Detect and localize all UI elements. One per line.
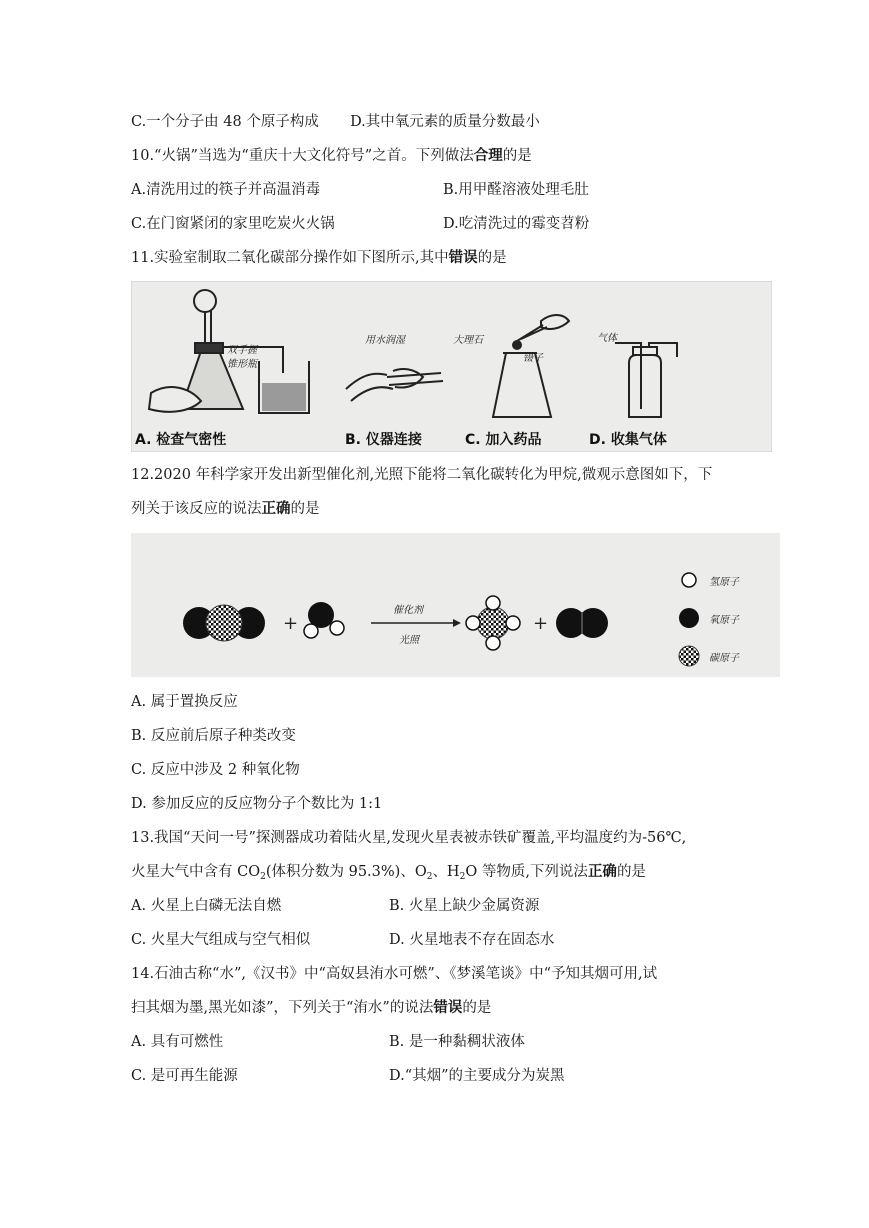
q13-option-c: C. 火星大气组成与空气相似 [131, 932, 311, 948]
q13-sub-3: 2 [459, 872, 466, 882]
q10-stem-end: 的是 [502, 148, 532, 164]
legend-hydrogen-label: 氢原子 [709, 577, 739, 588]
q11-stem-emphasis: 错误 [448, 250, 478, 266]
caption-d: D. 收集气体 [589, 432, 667, 448]
q14-stem-end: 的是 [462, 1000, 492, 1016]
q14-option-d: D.“其烟”的主要成分为炭黑 [389, 1068, 565, 1084]
q14-stem-emphasis: 错误 [433, 1000, 463, 1016]
label-hand-grip: 双手握 [227, 345, 257, 356]
q14-option-c: C. 是可再生能源 [131, 1068, 238, 1084]
q10-stem-text: 10.“火锅”当选为“重庆十大文化符号”之首。下列做法 [131, 148, 474, 164]
label-wet: 用水润湿 [365, 335, 405, 346]
q10-option-a: A.清洗用过的筷子并高温消毒 [131, 182, 321, 198]
q13-stem-end: 的是 [616, 864, 646, 880]
legend-oxygen-icon [679, 608, 699, 628]
q13-stem-line2 [131, 862, 646, 887]
q11-stem-text: 11.实验室制取二氧化碳部分操作如下图所示,其中 [131, 250, 449, 266]
q14-option-b: B. 是一种黏稠状液体 [389, 1034, 525, 1050]
q13-option-b: B. 火星上缺少金属资源 [389, 898, 540, 914]
q9-option-c: C.一个分子由 48 个原子构成 [131, 114, 319, 130]
q9-option-d: D.其中氧元素的质量分数最小 [350, 114, 540, 130]
plus-sign-1: + [283, 613, 299, 634]
arrow-light-label: 光照 [399, 635, 419, 646]
q12-option-c: C. 反应中涉及 2 种氧化物 [131, 762, 300, 778]
legend-oxygen-label: 氧原子 [709, 615, 739, 626]
q13-stem-part-d: O 等物质,下列说法 [465, 864, 588, 880]
q12-stem-end: 的是 [290, 501, 320, 517]
q13-stem-line1: 13.我国“天问一号”探测器成功着陆火星,发现火星表被赤铁矿覆盖,平均温度约为-56℃, [131, 830, 687, 846]
q12-option-d: D. 参加反应的反应物分子个数比为 1:1 [131, 796, 383, 812]
q12-stem-line2 [131, 499, 320, 519]
q9-options-cd [131, 112, 540, 132]
q12-stem-text: 列关于该反应的说法 [131, 501, 262, 517]
label-hand-grip-2: 锥形瓶 [227, 359, 257, 370]
q12-stem-line1: 12.2020 年科学家开发出新型催化剂,光照下能将二氧化碳转化为甲烷,微观示意图如下，下 [131, 467, 713, 483]
q13-stem-part-c: 、H [432, 864, 460, 880]
legend-hydrogen-icon [682, 573, 696, 587]
q14-stem-text: 扫其烟为墨,黑光如漆”，下列关于“洧水”的说法 [131, 1000, 434, 1016]
arrow-catalyst-label: 催化剂 [393, 605, 423, 616]
q10-option-d: D.吃清洗过的霉变苕粉 [443, 216, 590, 232]
label-gas: 气体 [597, 333, 617, 344]
q14-option-a: A. 具有可燃性 [131, 1034, 224, 1050]
label-tweezers: 镊子 [523, 353, 543, 364]
q13-sub-1: 2 [260, 872, 266, 882]
q13-stem-emphasis: 正确 [587, 864, 617, 880]
legend-carbon-icon [679, 646, 699, 666]
legend-carbon-label: 碳原子 [709, 653, 739, 664]
q12-figure [131, 533, 780, 677]
q10-stem [131, 146, 532, 166]
q12-option-a: A. 属于置换反应 [131, 694, 238, 710]
q13-stem-part-b: (体积分数为 95.3%)、O [265, 864, 427, 880]
q11-stem-end: 的是 [477, 250, 507, 266]
q10-option-b: B.用甲醛溶液处理毛肚 [443, 182, 589, 198]
q13-stem-part-a: 火星大气中含有 CO [131, 864, 261, 880]
q10-stem-emphasis: 合理 [473, 148, 503, 164]
q14-stem-line1: 14.石油古称“水”,《汉书》中“高奴县洧水可燃”、《梦溪笔谈》中“予知其烟可用,试 [131, 966, 658, 982]
caption-b: B. 仪器连接 [345, 432, 422, 448]
q14-stem-line2 [131, 998, 491, 1018]
plus-sign-2: + [533, 613, 549, 634]
caption-c: C. 加入药品 [465, 432, 542, 448]
q13-option-a: A. 火星上白磷无法自燃 [131, 898, 282, 914]
co2-molecule-icon [183, 605, 265, 641]
q13-option-d: D. 火星地表不存在固态水 [389, 932, 555, 948]
q12-stem-emphasis: 正确 [261, 501, 291, 517]
q13-sub-2: 2 [426, 872, 433, 882]
q11-figure-drawing [131, 281, 772, 452]
q12-molecule-diagram [131, 533, 780, 677]
q11-figure [131, 281, 772, 452]
q10-option-c: C.在门窗紧闭的家里吃炭火火锅 [131, 216, 335, 232]
q11-stem [131, 248, 507, 268]
caption-a: A. 检查气密性 [135, 432, 227, 448]
label-marble: 大理石 [453, 335, 483, 346]
q12-option-b: B. 反应前后原子种类改变 [131, 728, 296, 744]
